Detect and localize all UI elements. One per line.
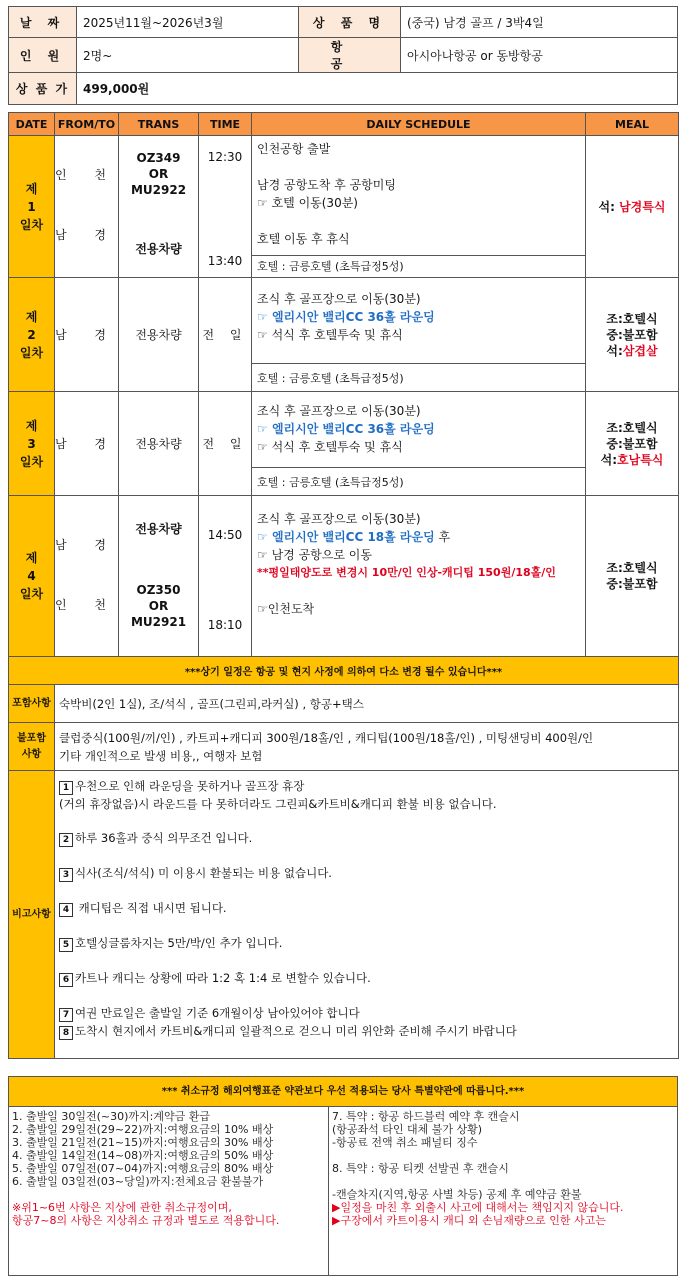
cancel-policy: [8, 1076, 678, 1276]
day-1-time: 12:30 13:40: [199, 136, 252, 278]
remark-item-6: 6 카트나 캐디는 상황에 따라 1:2 혹 1:4 로 변할수 있습니다.: [59, 969, 674, 987]
day-4-label: 제 4 일차: [9, 496, 55, 657]
airline-value: 아시아나항공 or 동방항공: [401, 38, 678, 73]
day-2-hotel: 호텔 : 금릉호텔 (초특급정5성): [252, 364, 586, 392]
day-3-schedule: 조식 후 골프장으로 이동(30분) ☞ 엘리시안 밸리CC 36홀 라운딩 ☞ 석식 후 호텔투숙 및 휴식: [252, 392, 586, 468]
day-3-time: 전 일: [199, 392, 252, 496]
day-4-meal: 조:호텔식 중:불포함: [586, 496, 679, 657]
date-value: 2025년11월~2026년3월: [77, 7, 299, 38]
header-meal: MEAL: [586, 113, 679, 136]
remark-item-2: 2 하루 36홀과 중식 의무조건 입니다.: [59, 829, 674, 847]
excluded-label: 불포함 사항: [9, 723, 55, 771]
day-2-from: 남 경: [55, 278, 119, 392]
day-3-hotel: 호텔 : 금릉호텔 (초특급정5성): [252, 468, 586, 496]
remarks-label: 비고사항: [9, 771, 55, 1059]
day-1-meal: 석: 남경특식: [586, 136, 679, 278]
product-value: (중국) 남경 골프 / 3박4일: [401, 7, 678, 38]
day-1-label: 제 1 일차: [9, 136, 55, 278]
price-label: 상 품 가: [9, 73, 77, 105]
day-1-trans: OZ349 OR MU2922 전용차량: [119, 136, 199, 278]
day-1-hotel: 호텔 : 금릉호텔 (초특급정5성): [252, 255, 586, 277]
remark-item-8: 8 도착시 현지에서 카트비&캐디피 일괄적으로 걷으니 미리 위안화 준비해 주시기 바랍니다: [59, 1022, 674, 1040]
price-value: 499,000원: [77, 73, 678, 105]
day-4-schedule: 조식 후 골프장으로 이동(30분) ☞ 엘리시안 밸리CC 18홀 라운딩 후 ☞ 남경 공항으로 이동 **평일태양도로 변경시 10만/인 인상-캐디팁 150원/18홀/인 ☞인천도착: [252, 496, 586, 657]
airline-label: 항 공: [299, 38, 401, 73]
schedule-notice: ***상기 일정은 항공 및 현지 사정에 의하여 다소 변경 될수 있습니다***: [9, 657, 679, 685]
header-time: TIME: [199, 113, 252, 136]
day-3-from: 남 경: [55, 392, 119, 496]
day-3-meal: 조:호텔식 중:불포함 석:호남특식: [586, 392, 679, 496]
day-2-time: 전 일: [199, 278, 252, 392]
date-label: 날 짜: [9, 7, 77, 38]
cancel-left-column: 1. 출발일 30일전(~30)까지:계약금 환급 2. 출발일 29일전(29~22)까지:여행요금의 10% 배상 3. 출발일 21일전(21~15)까지:여행요금의 30% 배상 4. 출발일 14일전(14~08)까지:여행요금의 50% 배상 5. 출발일 07일전(07~04)까지:여행요금의 80% 배상 6. 출발일 03일전(03~당일)까지:전체요금 환불불가 ※위1~6번 사항은 지상에 관한 취소규정이며, 항공7~8의 사항은 지상취소 규정과 별도로 적용합니다.: [9, 1107, 329, 1275]
product-label: 상 품 명: [299, 7, 401, 38]
header-fromto: FROM/TO: [55, 113, 119, 136]
day-3-trans: 전용차량: [119, 392, 199, 496]
people-value: 2명~: [77, 38, 299, 73]
remarks-list: [55, 771, 679, 1059]
included-text: 숙박비(2인 1실), 조/석식 , 골프(그린피,라커실) , 항공+택스: [55, 685, 679, 723]
info-table: [8, 6, 678, 105]
day-1-schedule: 인천공항 출발 남경 공항도착 후 공항미팅 ☞ 호텔 이동(30분) 호텔 이동 후 휴식: [252, 136, 586, 256]
included-label: 포함사항: [9, 685, 55, 723]
day-3-label: 제 3 일차: [9, 392, 55, 496]
remark-item-5: 5 호텔싱글룸차지는 5만/박/인 추가 입니다.: [59, 934, 674, 952]
schedule-table: [8, 112, 679, 1059]
excluded-text: 클럽중식(100원/끼/인) , 카트피+캐디피 300원/18홀/인 , 캐디팁(100원/18홀/인) , 미팅샌딩비 400원/인 기타 개인적으로 발생 비용,, 여행자 보험: [55, 723, 679, 771]
day-2-label: 제 2 일차: [9, 278, 55, 392]
day-2-meal: 조:호텔식 중:불포함 석:삼겹살: [586, 278, 679, 392]
day-4-fromto: 남 경 인 천: [55, 496, 119, 657]
remark-item-1: 1 우천으로 인해 라운딩을 못하거나 골프장 휴장 (거의 휴장없음)시 라운드를 다 못하더라도 그린피&카트비&캐디피 환불 비용 없습니다.: [59, 779, 497, 811]
remark-item-3: 3 식사(조식/석식) 미 이용시 환불되는 비용 없습니다.: [59, 864, 674, 882]
day-4-time: 14:50 18:10: [199, 496, 252, 657]
day-1-fromto: 인 천 남 경: [55, 136, 119, 278]
header-trans: TRANS: [119, 113, 199, 136]
remark-item-4: 4 캐디팁은 직접 내시면 됩니다.: [59, 899, 674, 917]
day-2-trans: 전용차량: [119, 278, 199, 392]
people-label: 인 원: [9, 38, 77, 73]
cancel-right-column: 7. 특약 : 항공 하드블럭 예약 후 캔슬시 (항공좌석 타인 대체 불가 상황) -항공료 전액 취소 패널티 징수 8. 특약 : 항공 티켓 선발권 후 캔슬시 -캔슬차지(지역,항공 사별 차등) 공제 후 예약금 환불 ▶일정을 마친 후 외출시 사고에 대해서는 책임지지 않습니다. ▶구장에서 카트이용시 캐디 외 손님재량으로 인한 사고는: [332, 1110, 624, 1227]
day-4-trans: 전용차량 OZ350 OR MU2921: [119, 496, 199, 657]
remark-item-7: 7 여권 만료일은 출발일 기준 6개월이상 남아있어야 합니다: [59, 1004, 674, 1022]
day-2-schedule: 조식 후 골프장으로 이동(30분) ☞ 엘리시안 밸리CC 36홀 라운딩 ☞ 석식 후 호텔투숙 및 휴식: [252, 278, 586, 364]
cancel-title: *** 취소규정 해외여행표준 약관보다 우선 적용되는 당사 특별약관에 따릅니다.***: [9, 1077, 677, 1107]
header-date: DATE: [9, 113, 55, 136]
header-schedule: DAILY SCHEDULE: [252, 113, 586, 136]
